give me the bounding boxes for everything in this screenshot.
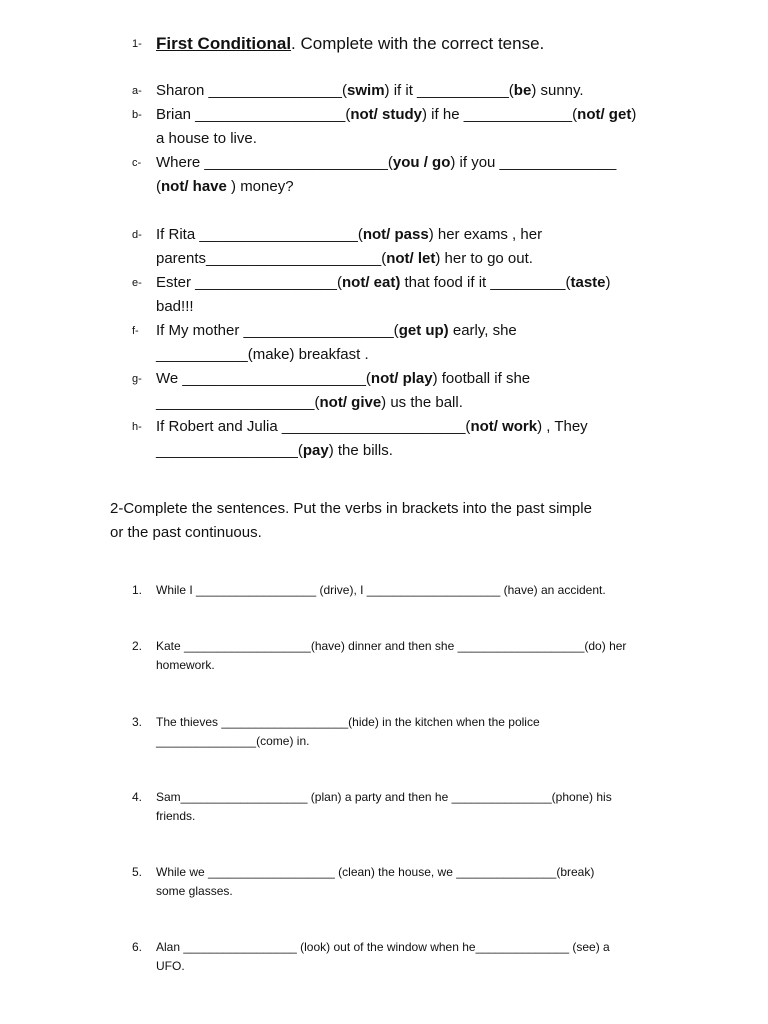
item-text: parents_____________________(	[156, 250, 387, 267]
item-text: ) the bills.	[328, 442, 393, 459]
item-line: The thieves ___________________(hide) in the kitchen when the police	[156, 715, 540, 729]
section-1-number: 1-	[132, 38, 142, 50]
item-letter: e-	[132, 277, 142, 289]
verb-prompt: taste	[570, 274, 606, 291]
verb-prompt: not/ give	[319, 394, 382, 411]
item-text: a house to live.	[156, 130, 257, 147]
item-line	[156, 415, 672, 439]
section-1-instruction: . Complete with the correct tense.	[291, 34, 545, 53]
section-1-title-text: First Conditional	[156, 34, 292, 53]
item-letter: f-	[132, 325, 139, 337]
item-line	[156, 295, 672, 319]
item-text: )	[631, 106, 637, 123]
exercise-item	[132, 415, 672, 463]
verb-prompt: not/ let	[386, 250, 436, 267]
item-number: 2.	[132, 639, 143, 653]
item-number: 4.	[132, 790, 143, 804]
exercise-item	[132, 223, 672, 271]
item-text: early, she	[448, 322, 517, 339]
exercise-item	[132, 637, 626, 675]
item-line	[156, 247, 672, 271]
item-text: Where ______________________(	[156, 154, 393, 171]
item-text: ___________(make) breakfast .	[156, 346, 369, 363]
verb-prompt: pay	[302, 442, 329, 459]
item-line: While we ___________________ (clean) the house, we _______________(break)	[156, 865, 595, 879]
item-text: ) if it ___________(	[384, 82, 514, 99]
exercise-item	[132, 788, 612, 826]
item-line	[156, 439, 672, 463]
exercise-item	[132, 938, 610, 976]
verb-prompt: swim	[347, 82, 385, 99]
item-letter: b-	[132, 109, 142, 121]
section-2-heading-line: or the past continuous.	[110, 524, 262, 541]
section-1-title	[132, 34, 544, 54]
item-text: ) if he _____________(	[422, 106, 578, 123]
item-text: (	[156, 178, 161, 195]
item-text: ___________________(	[156, 394, 320, 411]
exercise-item	[132, 367, 672, 415]
item-text: If Robert and Julia ______________________(	[156, 418, 471, 435]
item-letter: a-	[132, 85, 142, 97]
item-line	[156, 271, 672, 295]
item-line	[156, 319, 672, 343]
item-letter: g-	[132, 373, 142, 385]
exercise-item	[132, 581, 606, 600]
exercise-item	[132, 79, 672, 103]
item-line: UFO.	[156, 959, 185, 973]
item-line	[156, 103, 672, 127]
item-line	[156, 343, 672, 367]
item-letter: h-	[132, 421, 142, 433]
item-text: _________________(	[156, 442, 303, 459]
item-letter: c-	[132, 157, 142, 169]
item-text: ) her to go out.	[435, 250, 533, 267]
item-text: ) if you ______________	[450, 154, 617, 171]
item-number: 5.	[132, 865, 143, 879]
item-text: ) , They	[537, 418, 588, 435]
section-2-heading	[110, 497, 670, 545]
item-number: 1.	[132, 583, 143, 597]
item-line: some glasses.	[156, 884, 233, 898]
item-text: )	[605, 274, 611, 291]
item-line: Alan _________________ (look) out of the window when he______________ (see) a	[156, 940, 610, 954]
item-line: While I __________________ (drive), I ____________________ (have) an accident.	[156, 583, 606, 597]
item-text: bad!!!	[156, 298, 194, 315]
item-line: friends.	[156, 809, 196, 823]
item-text: ) football if she	[432, 370, 531, 387]
item-text: ) us the ball.	[381, 394, 463, 411]
verb-prompt: get up)	[398, 322, 449, 339]
item-line	[156, 391, 672, 415]
item-text: If Rita ___________________(	[156, 226, 363, 243]
item-text: ) money?	[226, 178, 294, 195]
item-number: 6.	[132, 940, 143, 954]
verb-prompt: not/ get	[577, 106, 632, 123]
item-line	[156, 127, 672, 151]
verb-prompt: you / go	[392, 154, 451, 171]
item-letter: d-	[132, 229, 142, 241]
verb-prompt: not/ play	[370, 370, 433, 387]
verb-prompt: not/ eat)	[342, 274, 401, 291]
item-text: Sharon ________________(	[156, 82, 348, 99]
exercise-item	[132, 713, 540, 751]
item-line	[156, 79, 672, 103]
verb-prompt: not/ pass	[362, 226, 429, 243]
verb-prompt: be	[513, 82, 532, 99]
item-line: Sam___________________ (plan) a party and then he _______________(phone) his	[156, 790, 612, 804]
item-line	[156, 223, 672, 247]
verb-prompt: not/ have	[161, 178, 227, 195]
item-text: Ester _________________(	[156, 274, 342, 291]
item-line	[156, 151, 672, 175]
item-text: We ______________________(	[156, 370, 371, 387]
item-text: ) sunny.	[531, 82, 584, 99]
item-text: ) her exams , her	[428, 226, 543, 243]
item-line: _______________(come) in.	[156, 734, 310, 748]
item-text: If My mother __________________(	[156, 322, 399, 339]
exercise-item	[132, 319, 672, 367]
exercise-item	[132, 863, 594, 901]
item-text: Brian __________________(	[156, 106, 351, 123]
item-line	[156, 175, 672, 199]
section-2-heading-line: 2-Complete the sentences. Put the verbs in brackets into the past simple	[110, 500, 592, 517]
exercise-item	[132, 103, 672, 151]
item-text: that food if it _________(	[400, 274, 571, 291]
item-line: homework.	[156, 658, 215, 672]
exercise-item	[132, 271, 672, 319]
verb-prompt: not/ work	[470, 418, 538, 435]
item-number: 3.	[132, 715, 143, 729]
item-line: Kate ___________________(have) dinner and then she ___________________(do) her	[156, 639, 627, 653]
verb-prompt: not/ study	[350, 106, 423, 123]
section-1-exercise-list	[132, 79, 672, 463]
item-line	[156, 367, 672, 391]
exercise-item	[132, 151, 672, 199]
